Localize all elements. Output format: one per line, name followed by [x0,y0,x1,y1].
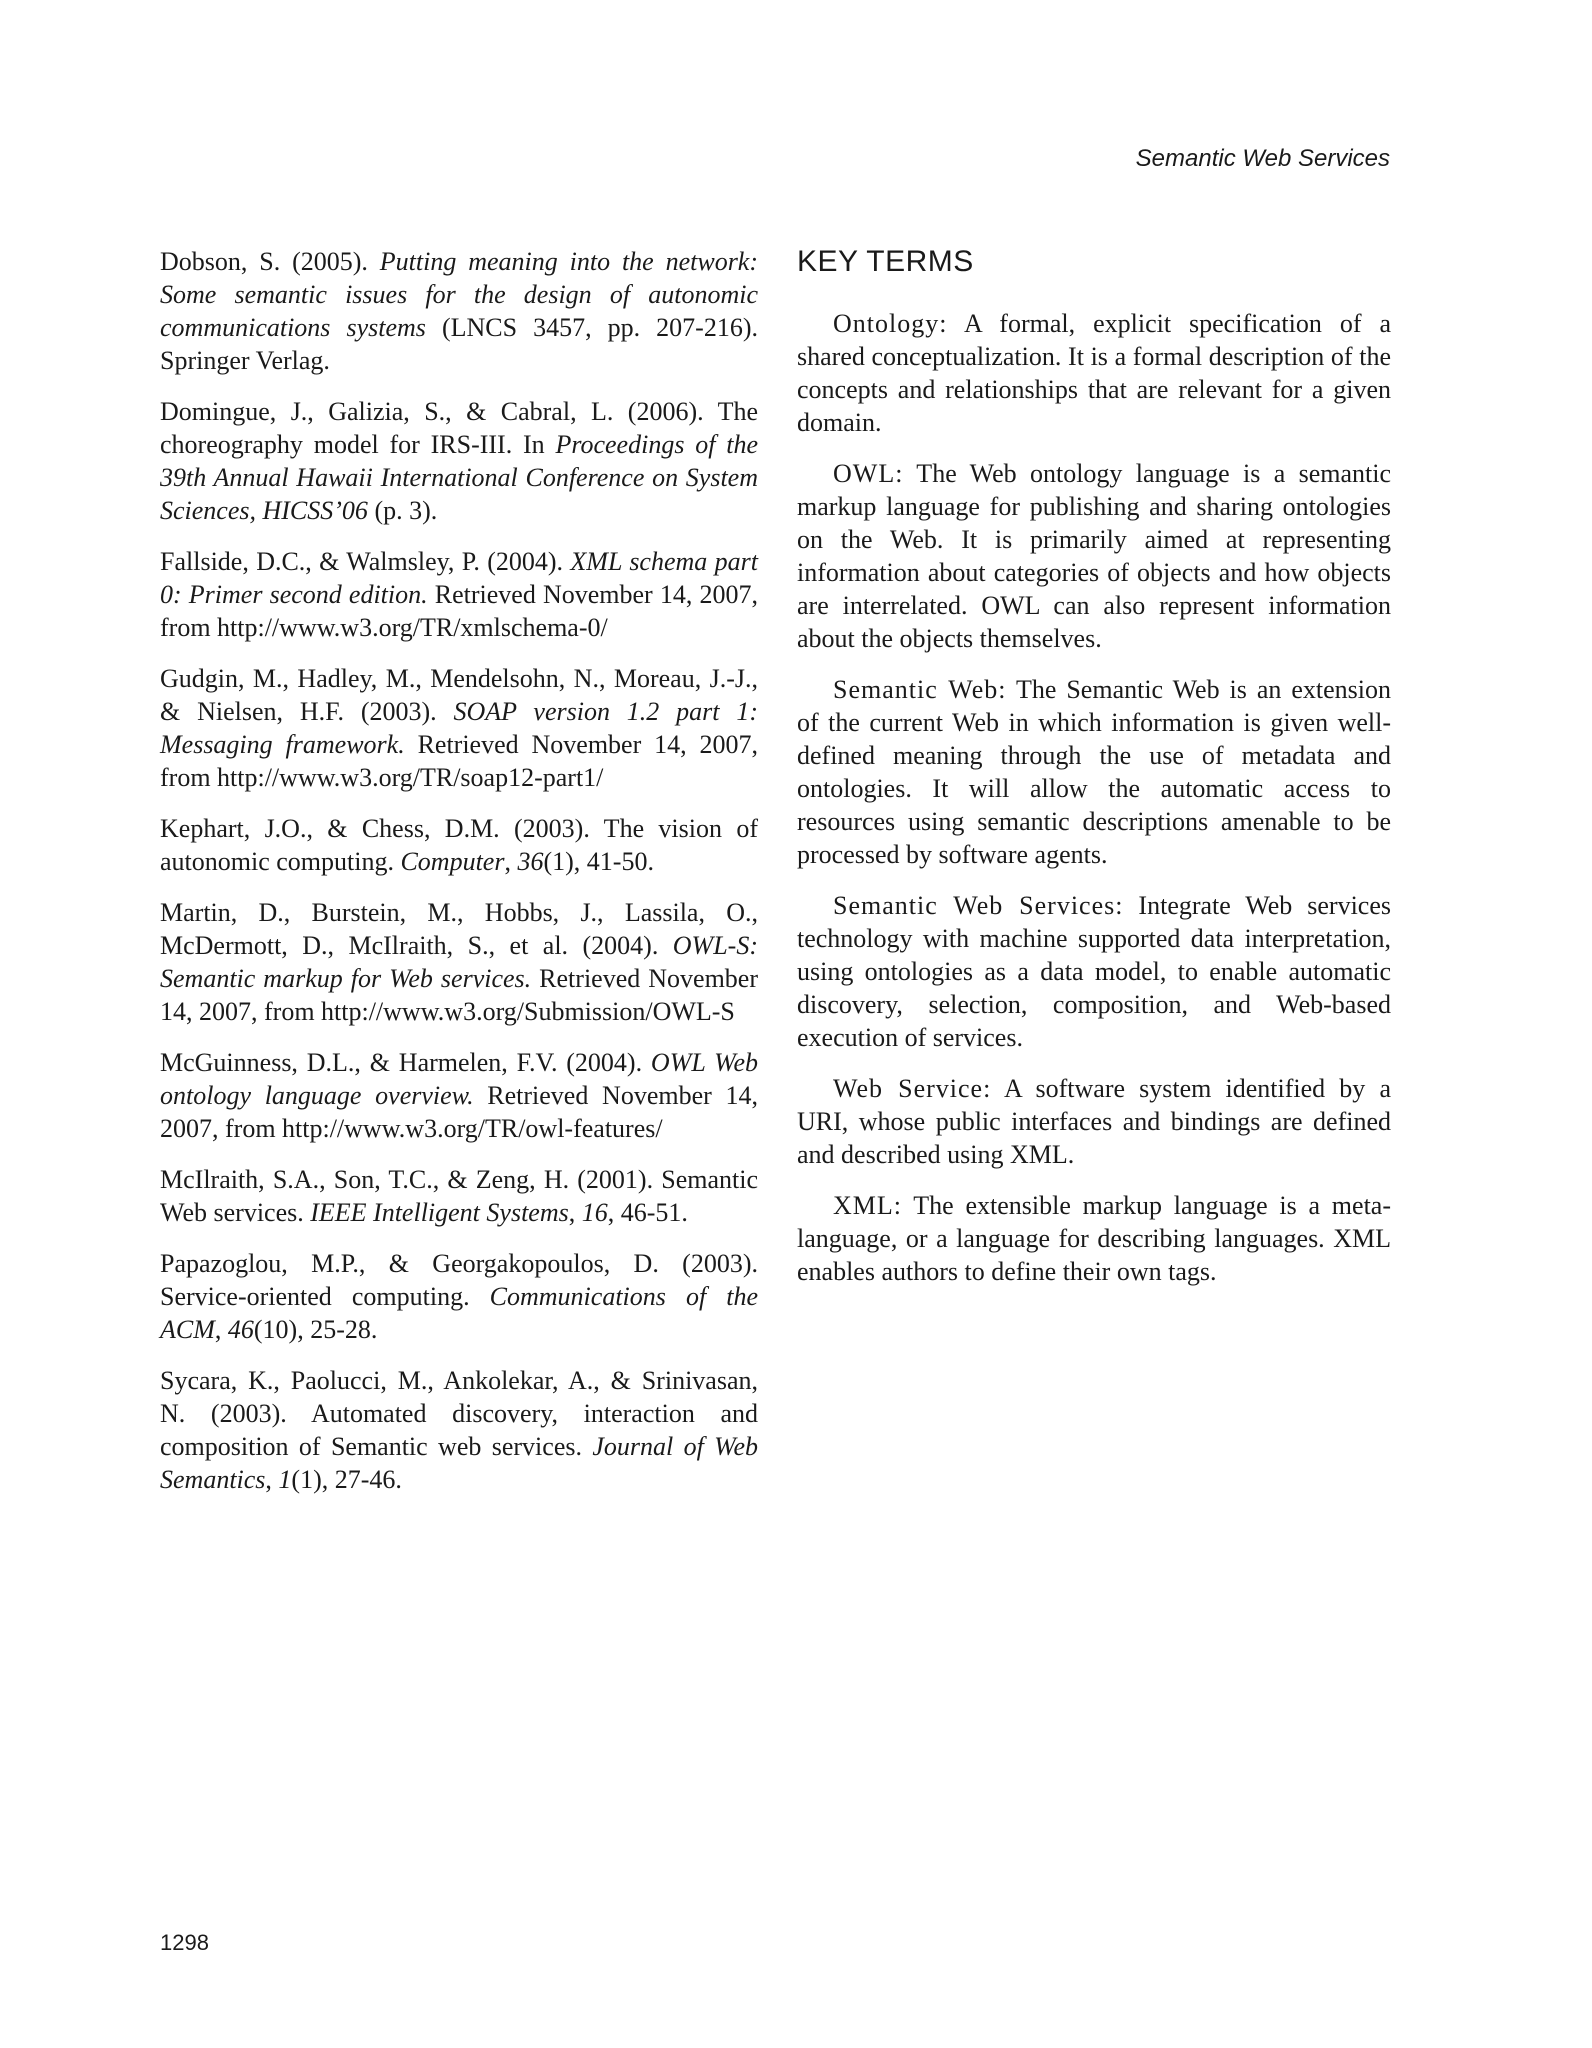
key-term-entry [797,1189,1391,1288]
reference-text: Domingue, J., Galizia, S., & Cabral, L. (2006). The choreography model for IRS-III. In [160,397,758,459]
reference-italic-text: Putting meaning into the network: Some semantic issues for the design of autonomic communications systems [160,247,759,342]
key-term-entry [797,1072,1391,1171]
reference-italic-text: IEEE Intelligent Systems [310,1198,569,1227]
key-term-entry [797,307,1391,439]
reference-text: Fallside, D.C., & Walmsley, P. (2004). [160,547,571,576]
key-term-definition: The Semantic Web is an extension of the current Web in which information is given well-defined meaning through the use of metadata and ontologies. It will allow the automatic access to resources using semantic descriptions amenable to be processed by software agents. [797,675,1391,869]
reference-italic-text: Proceedings of the 39th Annual Hawaii International Conference on System Sciences, HICSS’06 [160,430,758,525]
reference-text: McIlraith, S.A., Son, T.C., & Zeng, H. (2001). Semantic Web services. [160,1165,758,1227]
reference-text: Papazoglou, M.P., & Georgakopoulos, D. (2003). Service-oriented computing. [160,1249,758,1311]
reference-text: Retrieved November 14, 2007, from http://www.w3.org/TR/soap12-part1/ [160,730,758,792]
reference-text: Retrieved November 14, 2007, from http://www.w3.org/Submission/OWL-S [160,964,758,1026]
reference-text: , [504,847,518,876]
key-term-definition: A formal, explicit specification of a shared conceptualization. It is a formal description of the concepts and relationships that are relevant for a given domain. [797,309,1391,437]
reference-text: (LNCS 3457, pp. 207-216). Springer Verlag. [160,313,759,375]
key-term-name: Web Service: [833,1074,992,1103]
reference-text: Kephart, J.O., & Chess, D.M. (2003). The vision of autonomic computing. [160,814,758,876]
reference-text: Retrieved November 14, 2007, from http://www.w3.org/TR/owl-features/ [160,1081,758,1143]
reference-italic-text: OWL Web ontology language overview. [160,1048,758,1110]
reference-text: (10), 25-28. [253,1315,378,1344]
key-term-definition: Integrate Web services technology with machine supported data interpretation, using ontologies as a data model, to enable automatic discovery, selection, composition, and Web-based execution of services. [797,891,1391,1052]
reference-text: (p. 3). [367,496,438,525]
reference-text: McGuinness, D.L., & Harmelen, F.V. (2004). [160,1048,651,1077]
reference-entry [160,395,758,527]
reference-text: , [568,1198,582,1227]
reference-text: , 46-51. [607,1198,688,1227]
reference-text: (1), 41-50. [543,847,654,876]
reference-entry [160,1163,758,1229]
reference-italic-text: 16 [581,1198,608,1227]
reference-text: , [265,1465,279,1494]
reference-italic-text: 1 [278,1465,292,1494]
reference-entry [160,812,758,878]
reference-text: Retrieved November 14, 2007, from http://www.w3.org/TR/xmlschema-0/ [160,580,758,642]
reference-italic-text: XML schema part 0: Primer second edition. [160,547,758,609]
reference-entry [160,1046,758,1145]
key-term-entry [797,457,1391,655]
key-term-name: Semantic Web Services: [833,891,1124,920]
reference-entry [160,1247,758,1346]
reference-text: Gudgin, M., Hadley, M., Mendelsohn, N., Moreau, J.-J., & Nielsen, H.F. (2003). [160,664,758,726]
reference-italic-text: Computer [400,847,505,876]
reference-italic-text: SOAP version 1.2 part 1: Messaging framework. [160,697,758,759]
reference-italic-text: 46 [227,1315,254,1344]
key-term-name: OWL: [833,459,904,488]
reference-text: Martin, D., Burstein, M., Hobbs, J., Lassila, O., McDermott, D., McIlraith, S., et al. (2004). [160,898,758,960]
key-term-entry [797,889,1391,1054]
reference-text: Sycara, K., Paolucci, M., Ankolekar, A., & Srinivasan, N. (2003). Automated discovery, interaction and composition of Semantic web services. [160,1366,758,1461]
key-terms-column [797,245,1391,1306]
key-term-name: Semantic Web: [833,675,1007,704]
reference-entry [160,245,758,377]
reference-entry [160,662,758,794]
key-term-name: XML: [833,1191,902,1220]
key-term-definition: The extensible markup language is a meta-language, or a language for describing languages. XML enables authors to define their own tags. [797,1191,1391,1286]
key-term-definition: A software system identified by a URI, whose public interfaces and bindings are defined and described using XML. [797,1074,1391,1169]
running-header: Semantic Web Services [1135,145,1390,172]
reference-entry [160,1364,758,1496]
reference-italic-text: Communications of the ACM [160,1282,758,1344]
reference-entry [160,896,758,1028]
key-terms-heading: KEY TERMS [797,245,974,278]
key-term-definition: The Web ontology language is a semantic markup language for publishing and sharing ontologies on the Web. It is primarily aimed at representing information about categories of objects and how objects are interrelated. OWL can also represent information about the objects themselves. [797,459,1391,653]
page-number: 1298 [160,1930,209,1955]
key-term-name: Ontology: [833,309,948,338]
references-column [160,245,758,1514]
reference-text: Dobson, S. (2005). [160,247,380,276]
reference-entry [160,545,758,644]
reference-italic-text: Journal of Web Semantics [160,1432,758,1494]
reference-text: , [214,1315,228,1344]
reference-italic-text: OWL-S: Semantic markup for Web services. [160,931,758,993]
reference-italic-text: 36 [517,847,544,876]
key-term-entry [797,673,1391,871]
reference-text: (1), 27-46. [291,1465,402,1494]
